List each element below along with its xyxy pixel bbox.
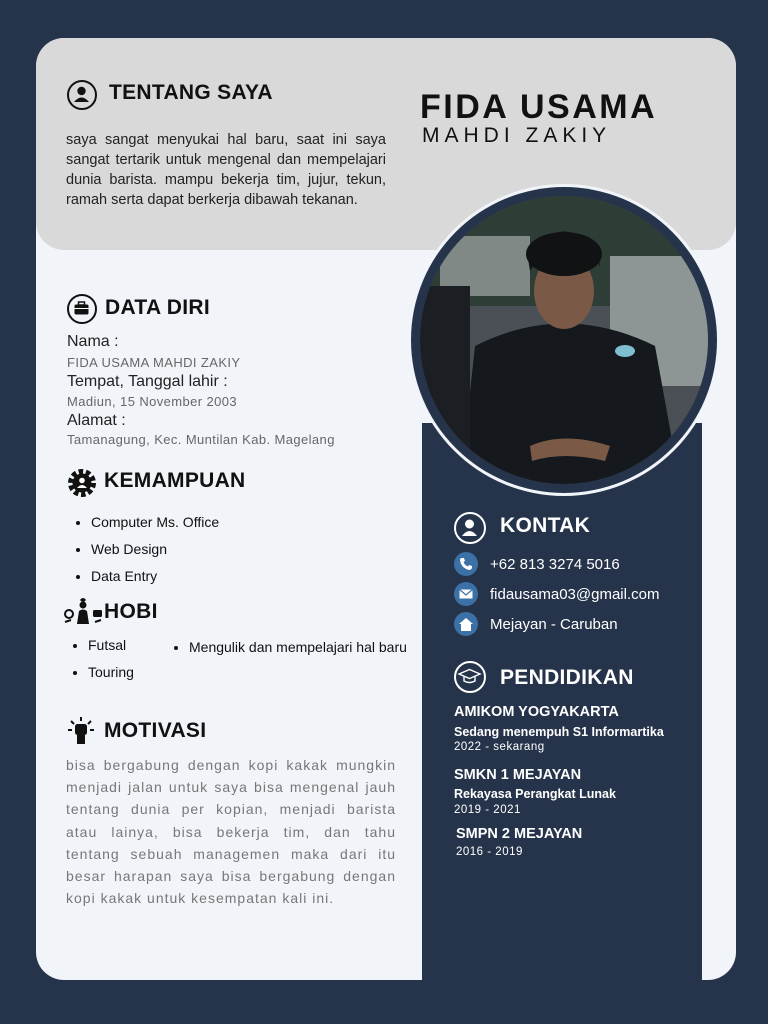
edu-school-1: AMIKOM YOGYAKARTA	[454, 704, 619, 720]
gear-icon	[66, 467, 98, 499]
personal-title: DATA DIRI	[105, 296, 210, 319]
contact-phone	[454, 551, 620, 577]
skill-item: • Computer Ms. Office	[91, 512, 219, 539]
hobby-item: • Touring	[88, 662, 134, 689]
motivation-title: MOTIVASI	[104, 719, 207, 742]
skill-item: • Web Design	[91, 539, 219, 566]
first-name: FIDA USAMA	[420, 88, 658, 126]
phone-text[interactable]: +62 813 3274 5016	[490, 555, 620, 573]
graduation-cap-icon	[454, 661, 486, 693]
name-label: Nama :	[67, 333, 119, 350]
contact-title: KONTAK	[500, 514, 591, 537]
motivation-text: bisa bergabung dengan kopi kakak mungkin menjadi jalan untuk saya bisa mengenal jauh tentang dunia per kopian, menjadi barista atau lainya, bisa bekerja tim, dan tahu tentang sebuah managemen maka dari itu besar harapan saya bisa bergabung dengan kopi kakak untuk kesempatan kali ini.	[66, 757, 396, 907]
hobbies-list-2	[169, 634, 409, 660]
contact-location	[454, 611, 618, 637]
skills-list	[71, 512, 219, 593]
location-text: Mejayan - Caruban	[490, 615, 618, 633]
edu-school-3: SMPN 2 MEJAYAN	[456, 826, 583, 842]
hobbies-list-1	[68, 635, 134, 689]
contact-email	[454, 581, 659, 607]
resume-card	[36, 38, 736, 980]
hobby-item: • Mengulik dan mempelajari hal baru	[189, 634, 409, 660]
birth-value: Madiun, 15 November 2003	[67, 394, 238, 409]
last-name: MAHDI ZAKIY	[422, 124, 612, 147]
phone-icon	[454, 552, 478, 576]
education-title: PENDIDIKAN	[500, 666, 634, 689]
birth-label: Tempat, Tanggal lahir :	[67, 373, 228, 390]
edu-school-2: SMKN 1 MEJAYAN	[454, 767, 582, 783]
mail-icon	[454, 582, 478, 606]
edu-years-2: 2019 - 2021	[454, 804, 521, 816]
email-text[interactable]: fidausama03@gmail.com	[490, 585, 660, 603]
sidebar-column	[422, 423, 702, 980]
profile-photo-frame	[411, 187, 717, 493]
name-value: FIDA USAMA MAHDI ZAKIY	[67, 355, 241, 370]
edu-years-1: 2022 - sekarang	[454, 741, 545, 753]
about-title: TENTANG SAYA	[109, 81, 273, 104]
address-label: Alamat :	[67, 412, 126, 429]
skills-title: KEMAMPUAN	[104, 469, 246, 492]
hobby-item: • Futsal	[88, 635, 134, 662]
edu-years-3: 2016 - 2019	[456, 846, 523, 858]
briefcase-icon	[67, 294, 97, 324]
contact-person-icon	[454, 512, 486, 544]
hobbies-title: HOBI	[104, 600, 158, 623]
skill-item: • Data Entry	[91, 566, 219, 593]
edu-major-2: Rekayasa Perangkat Lunak	[454, 787, 616, 801]
raised-fist-icon	[66, 716, 96, 746]
profile-photo	[420, 196, 708, 484]
address-value: Tamanagung, Kec. Muntilan Kab. Magelang	[67, 432, 335, 447]
person-icon	[67, 80, 97, 110]
home-icon	[454, 612, 478, 636]
about-text: saya sangat menyukai hal baru, saat ini saya sangat tertarik untuk mengenal dan mempelajari dunia barista. mampu bekerja tim, jujur, tekun, ramah serta dapat berkerja dibawah tekanan.	[66, 132, 386, 208]
hobby-icon	[63, 596, 103, 628]
edu-major-1: Sedang menempuh S1 Informartika	[454, 725, 664, 739]
